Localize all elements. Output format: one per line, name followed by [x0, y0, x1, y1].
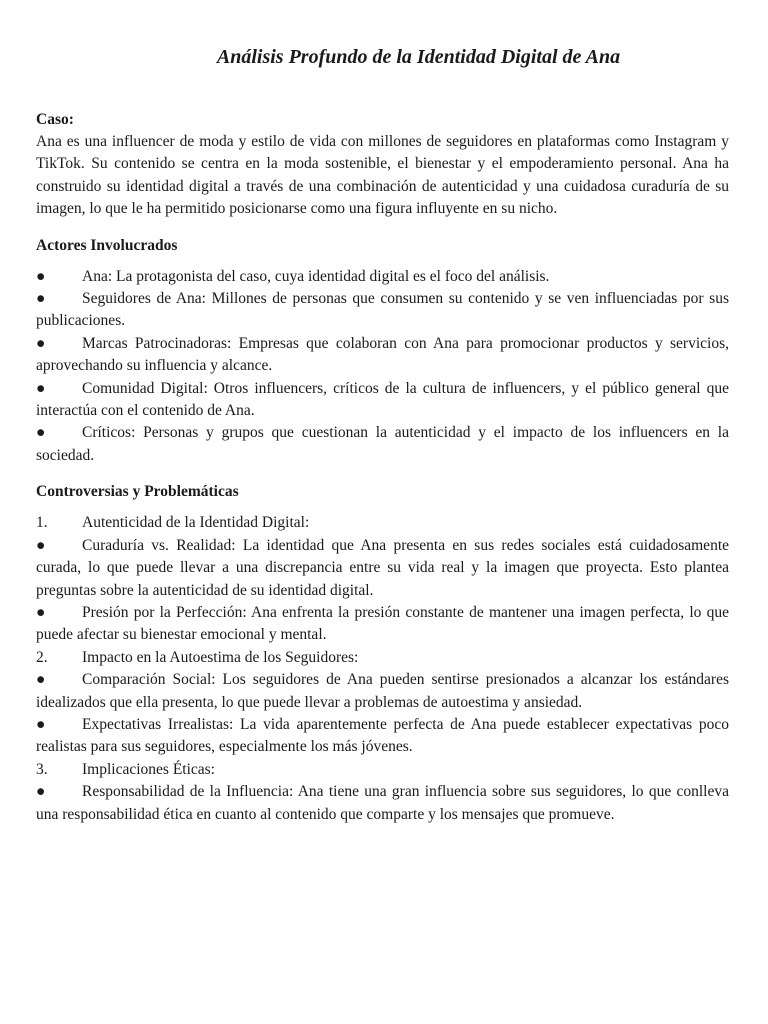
- list-item-text: Marcas Patrocinadoras: Empresas que colaboran con Ana para promocionar productos y servicios, aprovechando su influencia y alcance.: [36, 334, 729, 375]
- bullet-marker: ●: [36, 603, 46, 621]
- list-item: [36, 266, 729, 288]
- list-item-text: Presión por la Perfección: Ana enfrenta la presión constante de mantener una imagen perfecta, lo que puede afectar su bienestar emocional y mental.: [36, 603, 729, 644]
- section-heading-controversias: Controversias y Problemáticas: [36, 483, 239, 501]
- caso-paragraph: Ana es una influencer de moda y estilo de vida con millones de seguidores en plataformas como Instagram y TikTok. Su contenido se centra en la moda sostenible, el bienestar y el empoderamiento personal. Ana ha construido su identidad digital a través de una combinación de autenticidad y una cuidadosa curaduría de su imagen, lo que le ha permitido posicionarse como una figura influyente en su nicho.: [36, 133, 729, 218]
- actores-list: [36, 266, 729, 468]
- bullet-marker: ●: [36, 379, 46, 397]
- list-item: [36, 535, 729, 602]
- list-item: [36, 714, 729, 759]
- controversias-list: [36, 512, 729, 826]
- list-item-text: Comunidad Digital: Otros influencers, críticos de la cultura de influencers, y el público general que interactúa con el contenido de Ana.: [36, 379, 729, 420]
- list-item-text: Implicaciones Éticas:: [82, 760, 215, 778]
- number-marker: 1.: [36, 514, 48, 532]
- bullet-marker: ●: [36, 536, 46, 554]
- list-item: [36, 288, 729, 333]
- list-item-text: Responsabilidad de la Influencia: Ana tiene una gran influencia sobre sus seguidores, lo que conlleva una responsabilidad ética en cuanto al contenido que comparte y los mensajes que promueve.: [36, 783, 729, 823]
- bullet-marker: ●: [36, 334, 46, 352]
- list-item-text: Impacto en la Autoestima de los Seguidores:: [82, 648, 359, 666]
- section-heading-actores: Actores Involucrados: [36, 236, 178, 254]
- bullet-marker: ●: [36, 671, 46, 689]
- number-marker: 2.: [36, 648, 48, 666]
- list-item: [36, 781, 729, 826]
- list-item-text: Curaduría vs. Realidad: La identidad que Ana presenta en sus redes sociales está cuidadosamente curada, lo que puede llevar a una discrepancia entre su vida real y la imagen que proyecta. Esto plantea preguntas sobre la autenticidad de su identidad digital.: [36, 536, 729, 599]
- bullet-marker: ●: [36, 715, 46, 733]
- list-item-text: Expectativas Irrealistas: La vida aparentemente perfecta de Ana puede establecer expectativas poco realistas para sus seguidores, especialmente los más jóvenes.: [36, 715, 729, 756]
- list-item-text: Comparación Social: Los seguidores de Ana pueden sentirse presionados a alcanzar los estándares idealizados que ella presenta, lo que puede llevar a problemas de autoestima y ansiedad.: [36, 671, 729, 711]
- bullet-marker: ●: [36, 267, 46, 285]
- list-item-text: Ana: La protagonista del caso, cuya identidad digital es el foco del análisis.: [82, 267, 550, 285]
- list-item-text: Críticos: Personas y grupos que cuestionan la autenticidad y el impacto de los influencers en la sociedad.: [36, 424, 729, 464]
- bullet-marker: ●: [36, 290, 46, 308]
- section-heading-caso: Caso:: [36, 111, 74, 128]
- list-item: [36, 669, 729, 714]
- list-item: [36, 602, 729, 647]
- document-title: Análisis Profundo de la Identidad Digital de Ana: [216, 46, 621, 68]
- list-item: [36, 512, 729, 534]
- document-page: [36, 0, 729, 826]
- number-marker: 3.: [36, 760, 48, 778]
- list-item: [36, 759, 729, 781]
- list-item: [36, 378, 729, 423]
- bullet-marker: ●: [36, 783, 46, 801]
- list-item-text: Autenticidad de la Identidad Digital:: [82, 514, 310, 532]
- list-item-text: Seguidores de Ana: Millones de personas que consumen su contenido y se ven influenciadas por sus publicaciones.: [36, 290, 729, 330]
- list-item: [36, 422, 729, 467]
- bullet-marker: ●: [36, 424, 46, 442]
- list-item: [36, 647, 729, 669]
- list-item: [36, 333, 729, 378]
